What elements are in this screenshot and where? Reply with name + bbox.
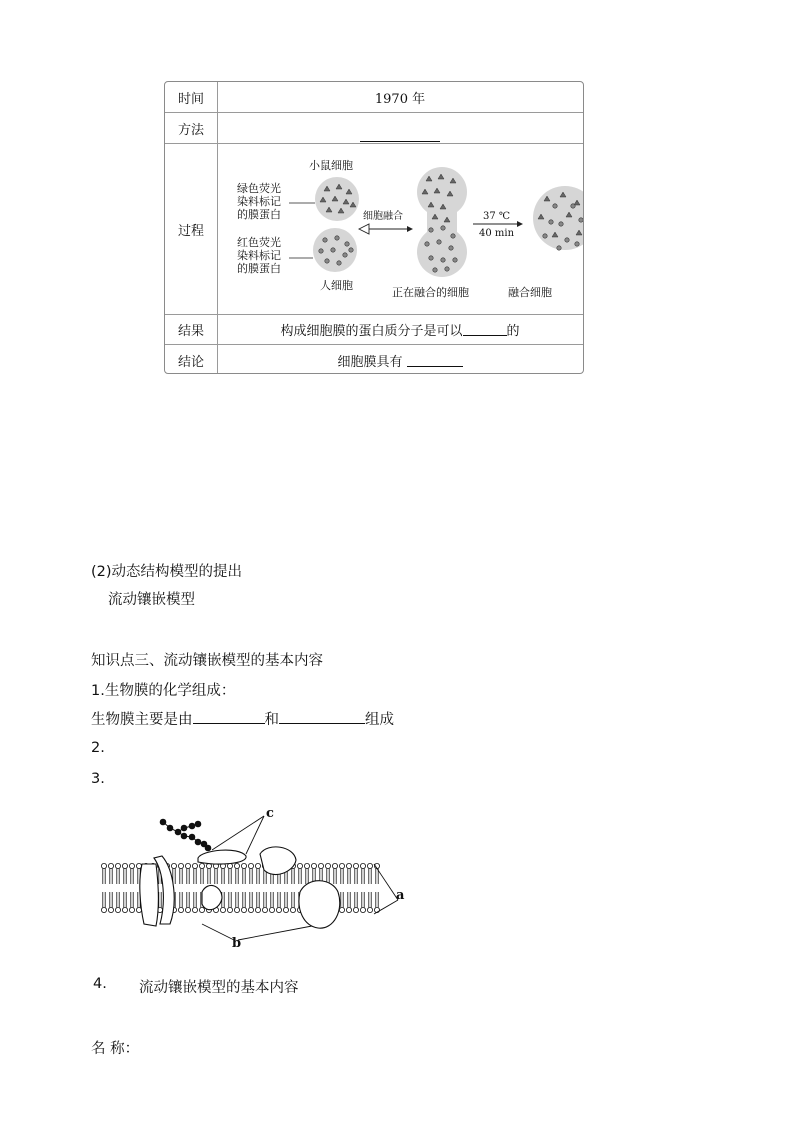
lipid-head [339, 907, 344, 912]
human-cell [313, 228, 357, 272]
lipid-head [108, 907, 113, 912]
channel-protein [140, 864, 158, 926]
fused-cell [533, 186, 583, 250]
lipid-head [227, 907, 232, 912]
lipid-head [353, 907, 358, 912]
sentence-part: 和 [264, 712, 279, 728]
answer-blank [463, 323, 507, 336]
lipid-head [360, 907, 365, 912]
lipid-head [129, 907, 134, 912]
label-a: a [396, 888, 405, 903]
lipid-head [122, 863, 127, 868]
table-row [165, 113, 583, 144]
lipid-head [185, 907, 190, 912]
embedded-protein [202, 885, 222, 909]
kp3-item4-num: 4. [93, 976, 107, 992]
lipid-head [241, 863, 246, 868]
row-header: 方法 [165, 113, 218, 143]
lipid-head [108, 863, 113, 868]
conclusion-text: 细胞膜具有 [337, 354, 403, 370]
table-row [165, 345, 583, 374]
process-diagram [217, 144, 583, 314]
red-label-2: 染料标记 [237, 249, 281, 262]
lipid-head [101, 907, 106, 912]
table-row [165, 144, 583, 315]
lipid-head [178, 863, 183, 868]
lipid-head [234, 863, 239, 868]
peripheral-protein [198, 850, 246, 864]
lipid-head [367, 863, 372, 868]
result-text-end: 的 [506, 324, 520, 339]
lipid-head [178, 907, 183, 912]
fusion-arrow-label: 细胞融合 [363, 211, 403, 222]
surface-protein [260, 847, 296, 875]
mouse-cell-label: 小鼠细胞 [309, 159, 353, 172]
result-text: 构成细胞膜的蛋白质分子是可以 [280, 324, 463, 339]
lipid-head [101, 863, 106, 868]
lipid-head [248, 907, 253, 912]
lipid-head [353, 863, 358, 868]
lipid-head [248, 863, 253, 868]
lipid-head [283, 907, 288, 912]
answer-blank [360, 129, 440, 142]
lipid-head [171, 863, 176, 868]
answer-blank [279, 709, 365, 724]
section2-title: (2)动态结构模型的提出 [91, 564, 243, 580]
temp-label: 37 ℃ [483, 211, 511, 222]
row-content [217, 345, 583, 374]
lipid-head [346, 863, 351, 868]
lipid-head [199, 907, 204, 912]
lipid-head [276, 907, 281, 912]
table-row [165, 82, 583, 113]
lipid-head [255, 907, 260, 912]
kp3-item3: 3. [91, 771, 105, 787]
lipid-head [234, 907, 239, 912]
kp3-item2: 2. [91, 740, 105, 756]
red-label-3: 的膜蛋白 [237, 262, 281, 275]
row-content [217, 315, 583, 344]
lipid-head [115, 907, 120, 912]
kp3-title: 知识点三、流动镶嵌模型的基本内容 [91, 653, 323, 669]
kp3-item1: 1.生物膜的化学组成： [91, 683, 236, 699]
lipid-head [290, 907, 295, 912]
row-header: 结论 [165, 345, 218, 374]
lipid-head [122, 907, 127, 912]
section2-model: 流动镶嵌模型 [108, 592, 195, 608]
answer-blank [407, 354, 463, 367]
green-label-1: 绿色荧光 [237, 182, 281, 195]
lipid-head [269, 907, 274, 912]
fusing-cell-label: 正在融合的细胞 [392, 286, 469, 299]
lipid-head [339, 863, 344, 868]
lipid-head [241, 907, 246, 912]
human-cell-label: 人细胞 [320, 279, 353, 292]
lipid-head [192, 907, 197, 912]
lipid-head [332, 863, 337, 868]
time-label: 40 min [479, 228, 515, 239]
sentence-part: 组成 [365, 712, 394, 728]
green-label-3: 的膜蛋白 [237, 208, 281, 221]
label-b: b [232, 936, 242, 951]
lipid-head [297, 863, 302, 868]
lipid-head [115, 863, 120, 868]
red-label-1: 红色荧光 [237, 236, 281, 249]
lipid-head [318, 863, 323, 868]
label-c: c [266, 806, 274, 821]
membrane-diagram [98, 806, 418, 956]
lipid-head [325, 863, 330, 868]
lipid-head [199, 863, 204, 868]
lipid-head [346, 907, 351, 912]
kp3-item4-text: 流动镶嵌模型的基本内容 [139, 980, 299, 996]
experiment-table [164, 81, 584, 374]
kp3-item1-sentence [91, 708, 394, 729]
table-row [165, 315, 583, 345]
membrane-svg [98, 806, 418, 956]
lipid-head [262, 907, 267, 912]
lipid-head [367, 907, 372, 912]
lipid-head [185, 863, 190, 868]
sentence-part: 生物膜主要是由 [91, 712, 193, 728]
lipid-head [304, 863, 309, 868]
sugar-chain [160, 819, 211, 851]
lipid-head [192, 863, 197, 868]
lipid-head [255, 863, 260, 868]
row-content: 1970 年 [374, 91, 426, 107]
row-content [217, 113, 583, 143]
mouse-cell [315, 177, 359, 221]
row-header: 时间 [165, 82, 218, 112]
name-label: 名 称： [91, 1041, 140, 1057]
lipid-head [360, 863, 365, 868]
lipid-head [220, 907, 225, 912]
row-header: 过程 [165, 144, 218, 314]
lipid-head [311, 863, 316, 868]
row-header: 结果 [165, 315, 218, 344]
fusing-cell [417, 167, 467, 277]
fused-cell-label: 融合细胞 [508, 286, 552, 299]
lipid-head [129, 863, 134, 868]
green-label-2: 染料标记 [237, 195, 281, 208]
large-protein [299, 881, 340, 928]
answer-blank [193, 709, 265, 724]
